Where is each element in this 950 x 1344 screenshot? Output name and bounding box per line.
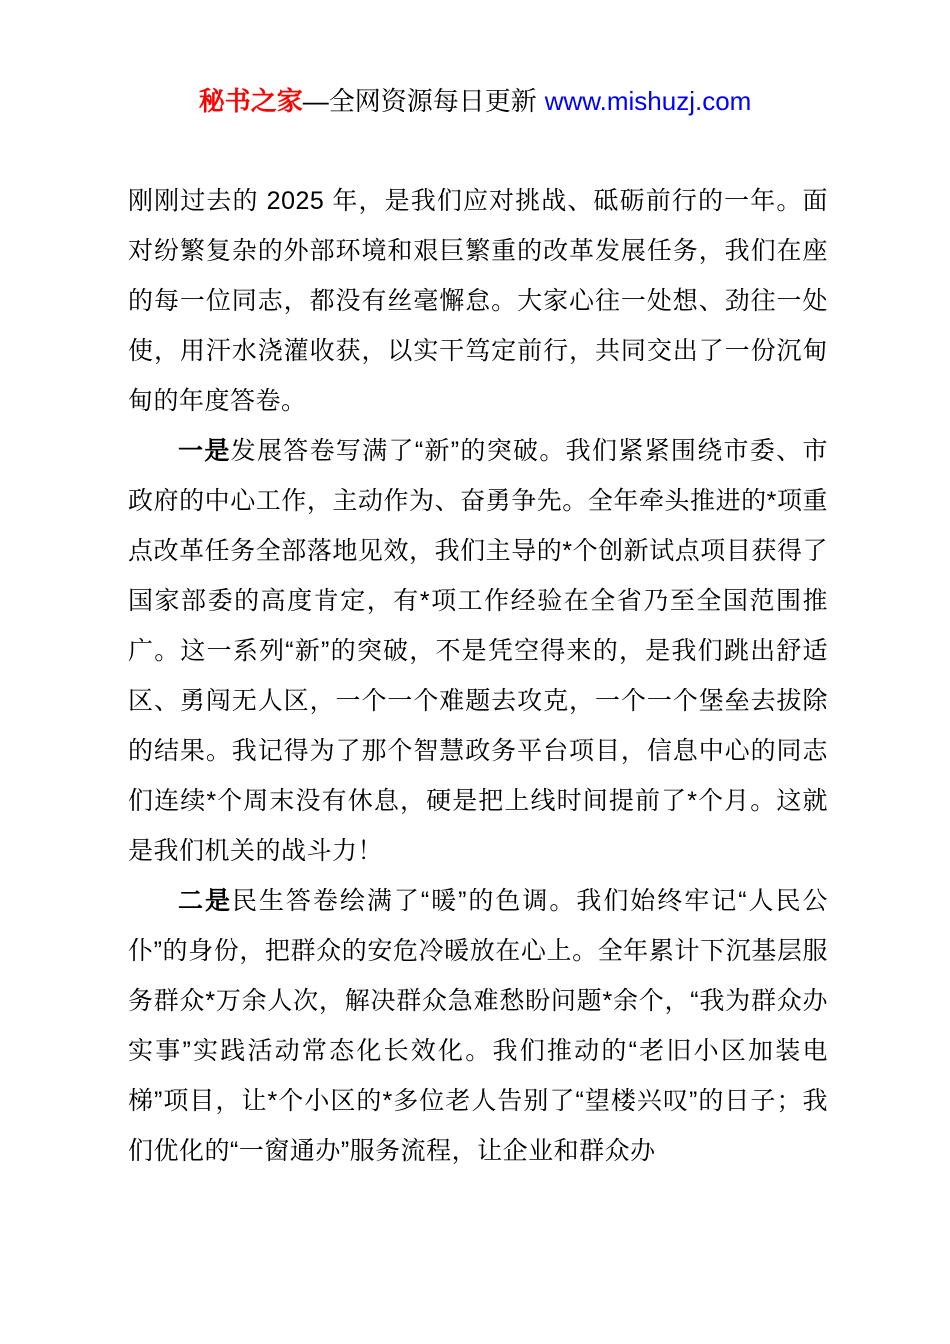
paragraph-point-two-lead: 二是 xyxy=(178,887,232,915)
paragraph-point-one xyxy=(128,426,828,876)
document-body xyxy=(128,176,828,1176)
paragraph-point-one-lead: 一是 xyxy=(178,437,231,465)
site-url-link[interactable]: www.mishuzj.com xyxy=(544,86,752,116)
paragraph-intro xyxy=(128,176,828,426)
site-tagline: —全网资源每日更新 xyxy=(302,86,537,116)
paragraph-intro-text: 刚刚过去的 2025 年，是我们应对挑战、砥砺前行的一年。面对纷繁复杂的外部环境和艰巨繁重的改革发展任务，我们在座的每一位同志，都没有丝毫懈怠。大家心往一处想、劲往一处使，用汗水浇灌收获，以实干笃定前行，共同交出了一份沉甸甸的年度答卷。 xyxy=(128,187,828,415)
paragraph-point-two-text: 民生答卷绘满了“暖”的色调。我们始终牢记“人民公仆”的身份，把群众的安危冷暖放在心上。全年累计下沉基层服务群众*万余人次，解决群众急难愁盼问题*余个，“我为群众办实事”实践活动常态化长效化。我们推动的“老旧小区加装电梯”项目，让*个小区的*多位老人告别了“望楼兴叹”的日子；我们优化的“一窗通办”服务流程，让企业和群众办 xyxy=(128,887,828,1165)
document-header xyxy=(0,84,950,118)
paragraph-point-two xyxy=(128,876,828,1176)
site-name: 秘书之家 xyxy=(198,86,303,116)
paragraph-point-one-text: 发展答卷写满了“新”的突破。我们紧紧围绕市委、市政府的中心工作，主动作为、奋勇争先。全年牵头推进的*项重点改革任务全部落地见效，我们主导的*个创新试点项目获得了国家部委的高度肯定，有*项工作经验在全省乃至全国范围推广。这一系列“新”的突破，不是凭空得来的，是我们跳出舒适区、勇闯无人区，一个一个难题去攻克，一个一个堡垒去拔除的结果。我记得为了那个智慧政务平台项目，信息中心的同志们连续*个周末没有休息，硬是把上线时间提前了*个月。这就是我们机关的战斗力！ xyxy=(128,437,828,865)
